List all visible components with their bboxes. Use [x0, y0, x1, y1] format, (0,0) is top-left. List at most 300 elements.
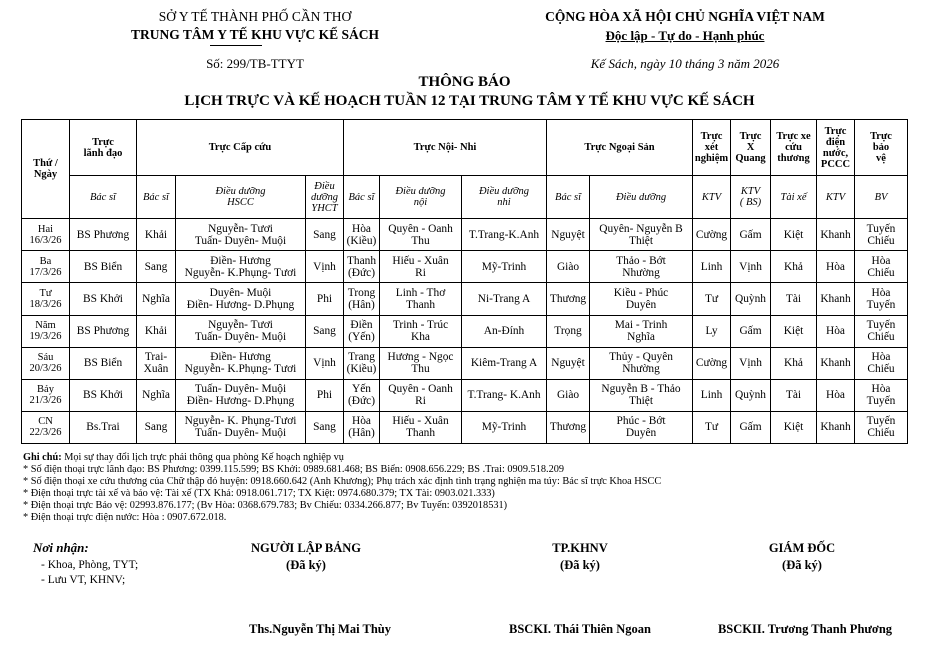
- signer-role-2: TP.KHNV: [552, 541, 608, 555]
- sub-int-nurse-noi: [380, 176, 462, 219]
- header-emergency: Trực Cấp cứu: [137, 120, 344, 176]
- cell-er-doctor-text: Nghĩa: [142, 389, 170, 402]
- cell-er-nurse-text: Tuấn- Duyên- Muội: [194, 383, 287, 396]
- cell-int-doctor-text: Thanh: [346, 254, 377, 267]
- cell-er-yhct-text: Phi: [316, 293, 333, 306]
- header-text: cứu: [785, 142, 802, 154]
- cell-er-nurse-text: Tuấn- Duyên- Muội: [194, 234, 287, 247]
- cell-utility: [817, 251, 855, 283]
- cell-utility-text: Khanh: [820, 357, 851, 370]
- cell-sur-nurse-text: Nhường: [622, 363, 660, 376]
- cell-er-doctor: [137, 315, 176, 347]
- sub-er-doctor: Bác sĩ: [137, 176, 176, 219]
- cell-ambulance-text: Kiệt: [783, 325, 804, 338]
- cell-er-doctor-text: Khải: [144, 228, 168, 241]
- cell-guard: [855, 411, 908, 443]
- cell-er-nurse-text: Nguyễn- Tươi: [208, 319, 273, 332]
- cell-guard-text: Chiếu: [867, 363, 895, 376]
- signer-status-1: (Đã ký): [286, 558, 326, 572]
- cell-int-doctor: [344, 411, 380, 443]
- nation-name: CỘNG HÒA XÃ HỘI CHỦ NGHĨA VIỆT NAM: [545, 9, 825, 24]
- cell-sur-doctor: [547, 283, 590, 315]
- cell-sur-doctor-text: Thương: [549, 421, 587, 434]
- cell-int-nhi-text: T.Trang-K.Anh: [468, 228, 540, 241]
- cell-leader: [70, 411, 137, 443]
- cell-er-nurse-text: Nguyễn- K. Phụng-Tươi: [184, 415, 297, 428]
- cell-int-nhi: [462, 283, 547, 315]
- cell-int-noi: [380, 347, 462, 379]
- cell-int-doctor-text: (Đức): [347, 266, 376, 279]
- header-text: Thứ /: [33, 158, 58, 170]
- cell-er-doctor: [137, 379, 176, 411]
- note-line: * Số điện thoại trực lãnh đạo: BS Phương: 0399.115.599; BS Khởi: 0989.681.468; BS Biển: 0908.656.229; BS .Trai: 0909.518.209: [23, 464, 565, 475]
- cell-lab-text: Tư: [704, 293, 719, 306]
- cell-er-yhct: [306, 251, 344, 283]
- cell-leader-text: BS Khởi: [83, 389, 123, 402]
- cell-sur-doctor: [547, 219, 590, 251]
- cell-sur-doctor-text: Giào: [556, 389, 580, 402]
- cell-ambulance: [771, 251, 817, 283]
- signer-status-2: (Đã ký): [560, 558, 600, 572]
- cell-guard-text: Hòa: [871, 383, 891, 396]
- cell-guard-text: Chiếu: [867, 331, 895, 344]
- cell-er-doctor-text: Khải: [144, 325, 168, 338]
- cell-int-noi-text: Thu: [411, 363, 430, 376]
- cell-day: [22, 219, 70, 251]
- header-text: PCCC: [820, 158, 851, 170]
- center-name: TRUNG TÂM Y TẾ KHU VỰC KẾ SÁCH: [131, 27, 379, 42]
- note-line: * Điện thoại trực điện nước: Hòa : 0907.672.018.: [23, 512, 227, 523]
- cell-ambulance: [771, 219, 817, 251]
- cell-int-nhi: [462, 315, 547, 347]
- cell-int-noi: [380, 251, 462, 283]
- sub-guard: BV: [855, 176, 908, 219]
- cell-leader: [70, 379, 137, 411]
- cell-day-text: Năm: [35, 320, 56, 332]
- cell-lab: [693, 347, 731, 379]
- cell-int-nhi: [462, 411, 547, 443]
- header-text: Trực: [739, 131, 762, 143]
- table-row: [22, 379, 908, 411]
- cell-sur-nurse-text: Mai - Trinh: [614, 319, 668, 332]
- sub-er-nurse-yhct: [306, 176, 344, 219]
- header-lab: [693, 120, 731, 176]
- cell-leader-text: Bs.Trai: [86, 421, 120, 434]
- cell-int-doctor: [344, 379, 380, 411]
- cell-er-nurse: [176, 379, 306, 411]
- cell-leader: [70, 315, 137, 347]
- cell-sur-nurse-text: Thủy - Quyên: [609, 351, 673, 364]
- signer-role-1: NGƯỜI LẬP BẢNG: [251, 541, 361, 555]
- cell-utility-text: Hòa: [826, 260, 845, 273]
- cell-xray: [731, 283, 771, 315]
- cell-ambulance: [771, 411, 817, 443]
- cell-sur-nurse: [590, 315, 693, 347]
- cell-int-nhi-text: Mỹ-Trinh: [481, 421, 527, 434]
- cell-lab-text: Cường: [695, 357, 728, 370]
- header-text: Quang: [735, 153, 766, 165]
- sub-int-doctor: Bác sĩ: [344, 176, 380, 219]
- cell-er-yhct: [306, 347, 344, 379]
- cell-xray: [731, 379, 771, 411]
- header-text: KTV: [740, 186, 761, 198]
- cell-ambulance-text: Khả: [784, 357, 803, 370]
- cell-er-nurse: [176, 283, 306, 315]
- cell-utility-text: Hòa: [826, 325, 845, 338]
- document-number: Số: 299/TB-TTYT: [206, 56, 304, 71]
- cell-int-doctor-text: Hòa: [352, 222, 371, 235]
- cell-guard-text: Tuyến: [866, 319, 896, 332]
- cell-int-nhi: [462, 347, 547, 379]
- cell-er-nurse-text: Nguyễn- K.Phụng- Tươi: [184, 266, 297, 279]
- cell-int-noi-text: Hiếu - Xuân: [392, 415, 449, 428]
- header-guard: [855, 120, 908, 176]
- cell-guard-text: Hòa: [871, 287, 891, 300]
- cell-xray-text: Gấm: [739, 421, 762, 434]
- cell-er-yhct: [306, 379, 344, 411]
- cell-int-noi-text: Kha: [411, 331, 430, 344]
- cell-er-doctor: [137, 219, 176, 251]
- cell-guard-text: Tuyến: [866, 299, 896, 312]
- cell-sur-nurse: [590, 347, 693, 379]
- notes-section: [23, 452, 913, 524]
- cell-sur-nurse-text: Nhường: [622, 266, 660, 279]
- cell-sur-doctor-text: Trọng: [554, 325, 582, 338]
- cell-er-doctor: [137, 251, 176, 283]
- cell-xray: [731, 251, 771, 283]
- cell-int-noi-text: Thu: [411, 234, 430, 247]
- header-text: Ngày: [33, 169, 58, 181]
- recipient-item: - Khoa, Phòng, TYT;: [41, 559, 139, 571]
- cell-xray: [731, 411, 771, 443]
- cell-lab-text: Linh: [700, 389, 723, 402]
- cell-ambulance: [771, 283, 817, 315]
- header-text: Điều dưỡng: [215, 186, 266, 198]
- cell-er-nurse: [176, 251, 306, 283]
- cell-int-doctor-text: (Hân): [348, 299, 375, 312]
- cell-sur-doctor-text: Nguyệt: [551, 228, 585, 241]
- cell-sur-nurse: [590, 251, 693, 283]
- cell-er-yhct: [306, 219, 344, 251]
- cell-xray-text: Vịnh: [739, 260, 762, 273]
- cell-er-yhct: [306, 283, 344, 315]
- cell-er-yhct-text: Phi: [316, 389, 333, 402]
- cell-er-yhct-text: Vịnh: [313, 357, 336, 370]
- cell-sur-doctor: [547, 347, 590, 379]
- cell-int-doctor: [344, 219, 380, 251]
- cell-sur-nurse: [590, 219, 693, 251]
- cell-leader-text: BS Phương: [76, 325, 130, 338]
- header-text: nội: [413, 197, 428, 209]
- cell-day: [22, 315, 70, 347]
- cell-utility: [817, 411, 855, 443]
- cell-xray-text: Gấm: [739, 325, 762, 338]
- cell-xray-text: Gấm: [739, 228, 762, 241]
- sub-er-nurse: [176, 176, 306, 219]
- cell-er-nurse-text: Tuấn- Duyên- Muội: [194, 331, 287, 344]
- header-surgery: Trực Ngoại Sản: [547, 120, 693, 176]
- cell-int-noi-text: Quyên - Oanh: [388, 383, 453, 396]
- header-leader: [70, 120, 137, 176]
- center-underline: [210, 45, 262, 46]
- header-xray: [731, 120, 771, 176]
- cell-int-doctor-text: (Đức): [347, 395, 376, 408]
- sub-xray: [731, 176, 771, 219]
- cell-day-text: 16/3/26: [29, 234, 62, 246]
- cell-guard: [855, 283, 908, 315]
- cell-leader: [70, 283, 137, 315]
- cell-utility: [817, 315, 855, 347]
- cell-int-doctor-text: (Kiều): [346, 363, 377, 376]
- cell-er-nurse-text: Điền- Hương: [210, 351, 271, 364]
- cell-sur-nurse-text: Thảo - Bớt: [616, 254, 666, 267]
- cell-sur-nurse-text: Nguyễn B - Thảo: [601, 383, 681, 396]
- cell-int-doctor: [344, 251, 380, 283]
- cell-int-nhi-text: Ni-Trang A: [477, 293, 531, 306]
- cell-utility: [817, 347, 855, 379]
- cell-guard: [855, 251, 908, 283]
- cell-int-doctor: [344, 315, 380, 347]
- cell-day-text: Bảy: [37, 384, 54, 396]
- cell-int-noi-text: Hiếu - Xuân: [392, 254, 449, 267]
- header-text: Trực xe: [776, 131, 811, 143]
- cell-guard-text: Chiếu: [867, 234, 895, 247]
- cell-er-nurse-text: Điền- Hương- D.Phụng: [186, 299, 295, 312]
- note-line: * Điện thoại trực tài xế và bảo vệ: Tài xế (TX Khả: 0918.061.717; TX Kiệt: 0974.680.379; TX Tài: 0903.021.333): [23, 488, 495, 499]
- cell-int-noi-text: Ri: [415, 266, 426, 279]
- header-text: Điều dưỡng: [478, 186, 530, 198]
- cell-int-noi-text: Linh - Thơ: [395, 287, 446, 300]
- cell-sur-doctor: [547, 379, 590, 411]
- cell-er-nurse-text: Tuấn- Duyên- Muội: [194, 427, 287, 440]
- cell-sur-doctor: [547, 411, 590, 443]
- table-row: [22, 315, 908, 347]
- schedule-body: [22, 219, 908, 444]
- cell-int-doctor-text: Hòa: [352, 415, 371, 428]
- header-text: Trực: [92, 136, 114, 148]
- notice-title: THÔNG BÁO: [418, 74, 511, 90]
- cell-sur-doctor: [547, 315, 590, 347]
- cell-int-doctor-text: Trong: [347, 287, 376, 300]
- cell-er-doctor: [137, 411, 176, 443]
- cell-lab-text: Tư: [704, 421, 719, 434]
- table-row: [22, 411, 908, 443]
- cell-day-text: Tư: [39, 288, 52, 300]
- cell-sur-nurse: [590, 411, 693, 443]
- header-text: nước,: [822, 147, 849, 159]
- cell-er-nurse-text: Nguyễn- Tươi: [208, 222, 273, 235]
- cell-sur-doctor: [547, 251, 590, 283]
- cell-day: [22, 283, 70, 315]
- cell-leader-text: BS Biển: [83, 357, 123, 370]
- header-text: Trực: [700, 131, 723, 143]
- header-text: ( BS): [739, 197, 762, 209]
- cell-er-yhct-text: Sang: [313, 228, 336, 241]
- cell-er-yhct-text: Vịnh: [313, 260, 336, 273]
- cell-er-nurse-text: Nguyễn- K.Phụng- Tươi: [184, 363, 297, 376]
- cell-utility-text: Hòa: [826, 389, 845, 402]
- cell-er-doctor-text: Nghĩa: [142, 293, 170, 306]
- cell-leader: [70, 347, 137, 379]
- cell-er-doctor-text: Sang: [144, 260, 168, 273]
- cell-int-doctor-text: Trang: [348, 351, 375, 364]
- cell-leader-text: BS Khởi: [83, 293, 123, 306]
- cell-day-text: Sáu: [37, 352, 54, 364]
- header-text: YHCT: [311, 202, 338, 214]
- signer-status-3: (Đã ký): [782, 558, 822, 572]
- cell-day: [22, 251, 70, 283]
- cell-guard-text: Hòa: [871, 254, 891, 267]
- sub-sur-doctor: Bác sĩ: [547, 176, 590, 219]
- cell-lab-text: Linh: [700, 260, 723, 273]
- cell-lab: [693, 219, 731, 251]
- cell-ambulance-text: Kiệt: [783, 228, 804, 241]
- cell-int-noi: [380, 411, 462, 443]
- cell-leader-text: BS Phương: [76, 228, 130, 241]
- subheader-row: [22, 176, 908, 219]
- motto: Độc lập - Tự do - Hạnh phúc: [605, 28, 765, 43]
- cell-er-doctor-text: Trai-: [144, 351, 168, 364]
- issue-date: Kế Sách, ngày 10 tháng 3 năm 2026: [590, 56, 780, 71]
- cell-sur-nurse-text: Nghĩa: [627, 331, 655, 344]
- cell-lab-text: Cường: [695, 228, 728, 241]
- cell-xray: [731, 219, 771, 251]
- cell-xray: [731, 347, 771, 379]
- cell-ambulance: [771, 379, 817, 411]
- cell-er-nurse: [176, 219, 306, 251]
- cell-lab: [693, 283, 731, 315]
- cell-sur-nurse: [590, 283, 693, 315]
- cell-sur-nurse-text: Duyên: [625, 427, 657, 440]
- cell-utility-text: Khanh: [820, 421, 851, 434]
- cell-er-yhct: [306, 315, 344, 347]
- sub-int-nurse-nhi: [462, 176, 547, 219]
- notes-first-line: Ghi chú: Mọi sự thay đổi lịch trực phải thông qua phòng Kế hoạch nghiệp vụ: [23, 452, 344, 463]
- cell-lab-text: Ly: [705, 325, 718, 338]
- cell-sur-nurse-text: Phúc - Bớt: [616, 415, 666, 428]
- cell-int-noi: [380, 283, 462, 315]
- cell-sur-nurse-text: Quyên- Nguyễn B: [599, 222, 683, 235]
- header-text: xét: [704, 142, 719, 154]
- sub-sur-nurse: Điều dưỡng: [590, 176, 693, 219]
- cell-day: [22, 411, 70, 443]
- cell-day: [22, 347, 70, 379]
- signer-name-3: BSCKII. Trương Thanh Phương: [717, 622, 893, 636]
- cell-int-nhi-text: An-Đính: [483, 325, 525, 338]
- cell-guard: [855, 219, 908, 251]
- table-row: [22, 347, 908, 379]
- cell-int-doctor: [344, 283, 380, 315]
- cell-utility-text: Khanh: [820, 293, 851, 306]
- cell-xray: [731, 315, 771, 347]
- cell-day-text: 21/3/26: [29, 395, 62, 407]
- cell-int-doctor: [344, 347, 380, 379]
- header-text: Điều dưỡng: [395, 186, 446, 198]
- cell-int-noi-text: Quyên - Oanh: [388, 222, 453, 235]
- cell-er-doctor-text: Xuân: [143, 363, 169, 376]
- cell-ambulance-text: Kiệt: [783, 421, 804, 434]
- cell-er-nurse: [176, 411, 306, 443]
- cell-ambulance: [771, 315, 817, 347]
- header-text: lãnh đạo: [83, 147, 123, 159]
- cell-utility: [817, 379, 855, 411]
- cell-int-noi-text: Hương - Ngọc: [387, 351, 454, 364]
- cell-utility: [817, 283, 855, 315]
- cell-day: [22, 379, 70, 411]
- cell-lab: [693, 411, 731, 443]
- sub-ambulance: Tài xế: [771, 176, 817, 219]
- header-text: vệ: [876, 153, 886, 165]
- cell-ambulance: [771, 347, 817, 379]
- cell-sur-nurse-text: Thiệt: [628, 234, 654, 247]
- cell-day-text: 18/3/26: [29, 299, 62, 311]
- cell-guard-text: Tuyến: [866, 222, 896, 235]
- cell-xray-text: Quỳnh: [735, 293, 767, 306]
- cell-guard-text: Chiếu: [867, 427, 895, 440]
- cell-er-nurse-text: Duyên- Muội: [209, 287, 272, 300]
- cell-int-nhi-text: T.Trang- K.Anh: [467, 389, 541, 402]
- cell-day-text: CN: [38, 416, 53, 428]
- header-text: bảo: [872, 142, 890, 154]
- cell-day-text: Ba: [39, 255, 52, 267]
- cell-day-text: 22/3/26: [29, 427, 62, 439]
- header-day: [22, 120, 70, 219]
- cell-er-doctor-text: Sang: [144, 421, 168, 434]
- header-text: Trực: [824, 125, 847, 137]
- cell-ambulance-text: Khả: [784, 260, 803, 273]
- cell-sur-nurse-text: Duyên: [625, 299, 657, 312]
- cell-int-nhi-text: Mỹ-Trinh: [481, 260, 527, 273]
- sub-leader-doctor: Bác sĩ: [70, 176, 137, 219]
- header-text: thương: [777, 153, 810, 165]
- cell-xray-text: Vịnh: [739, 357, 762, 370]
- cell-er-doctor: [137, 347, 176, 379]
- cell-guard-text: Chiếu: [867, 266, 895, 279]
- cell-ambulance-text: Tài: [785, 293, 802, 306]
- cell-lab: [693, 251, 731, 283]
- cell-int-doctor-text: (Hân): [348, 427, 375, 440]
- cell-int-doctor-text: (Kiều): [346, 234, 377, 247]
- cell-lab: [693, 315, 731, 347]
- cell-lab: [693, 379, 731, 411]
- cell-int-nhi: [462, 251, 547, 283]
- cell-int-nhi: [462, 379, 547, 411]
- header-internal: Trực Nội- Nhi: [344, 120, 547, 176]
- cell-sur-doctor-text: Nguyệt: [551, 357, 585, 370]
- recipient-item: - Lưu VT, KHNV;: [41, 574, 126, 586]
- cell-er-nurse: [176, 347, 306, 379]
- cell-leader-text: BS Biển: [83, 260, 123, 273]
- cell-sur-nurse-text: Kiều - Phúc: [613, 287, 669, 300]
- cell-ambulance-text: Tài: [785, 389, 802, 402]
- cell-int-noi: [380, 219, 462, 251]
- header-text: Điều: [314, 180, 335, 192]
- cell-int-noi-text: Ri: [415, 395, 426, 408]
- cell-sur-nurse-text: Thiệt: [628, 395, 654, 408]
- note-line: * Điện thoại trực Bảo vệ: 02993.876.177; (Bv Hòa: 0368.679.783; Bv Chiếu: 0334.266.877; Bv Tuyến: 0392018531): [23, 500, 508, 511]
- cell-leader: [70, 219, 137, 251]
- header-text: X: [746, 142, 755, 154]
- cell-guard-text: Tuyến: [866, 415, 896, 428]
- table-row: [22, 219, 908, 251]
- cell-day-text: 20/3/26: [29, 363, 62, 375]
- cell-int-noi-text: Thanh: [405, 427, 436, 440]
- cell-int-noi: [380, 379, 462, 411]
- signer-name-2: BSCKI. Thái Thiên Ngoan: [509, 622, 651, 636]
- cell-int-noi: [380, 315, 462, 347]
- cell-guard: [855, 315, 908, 347]
- cell-sur-nurse: [590, 379, 693, 411]
